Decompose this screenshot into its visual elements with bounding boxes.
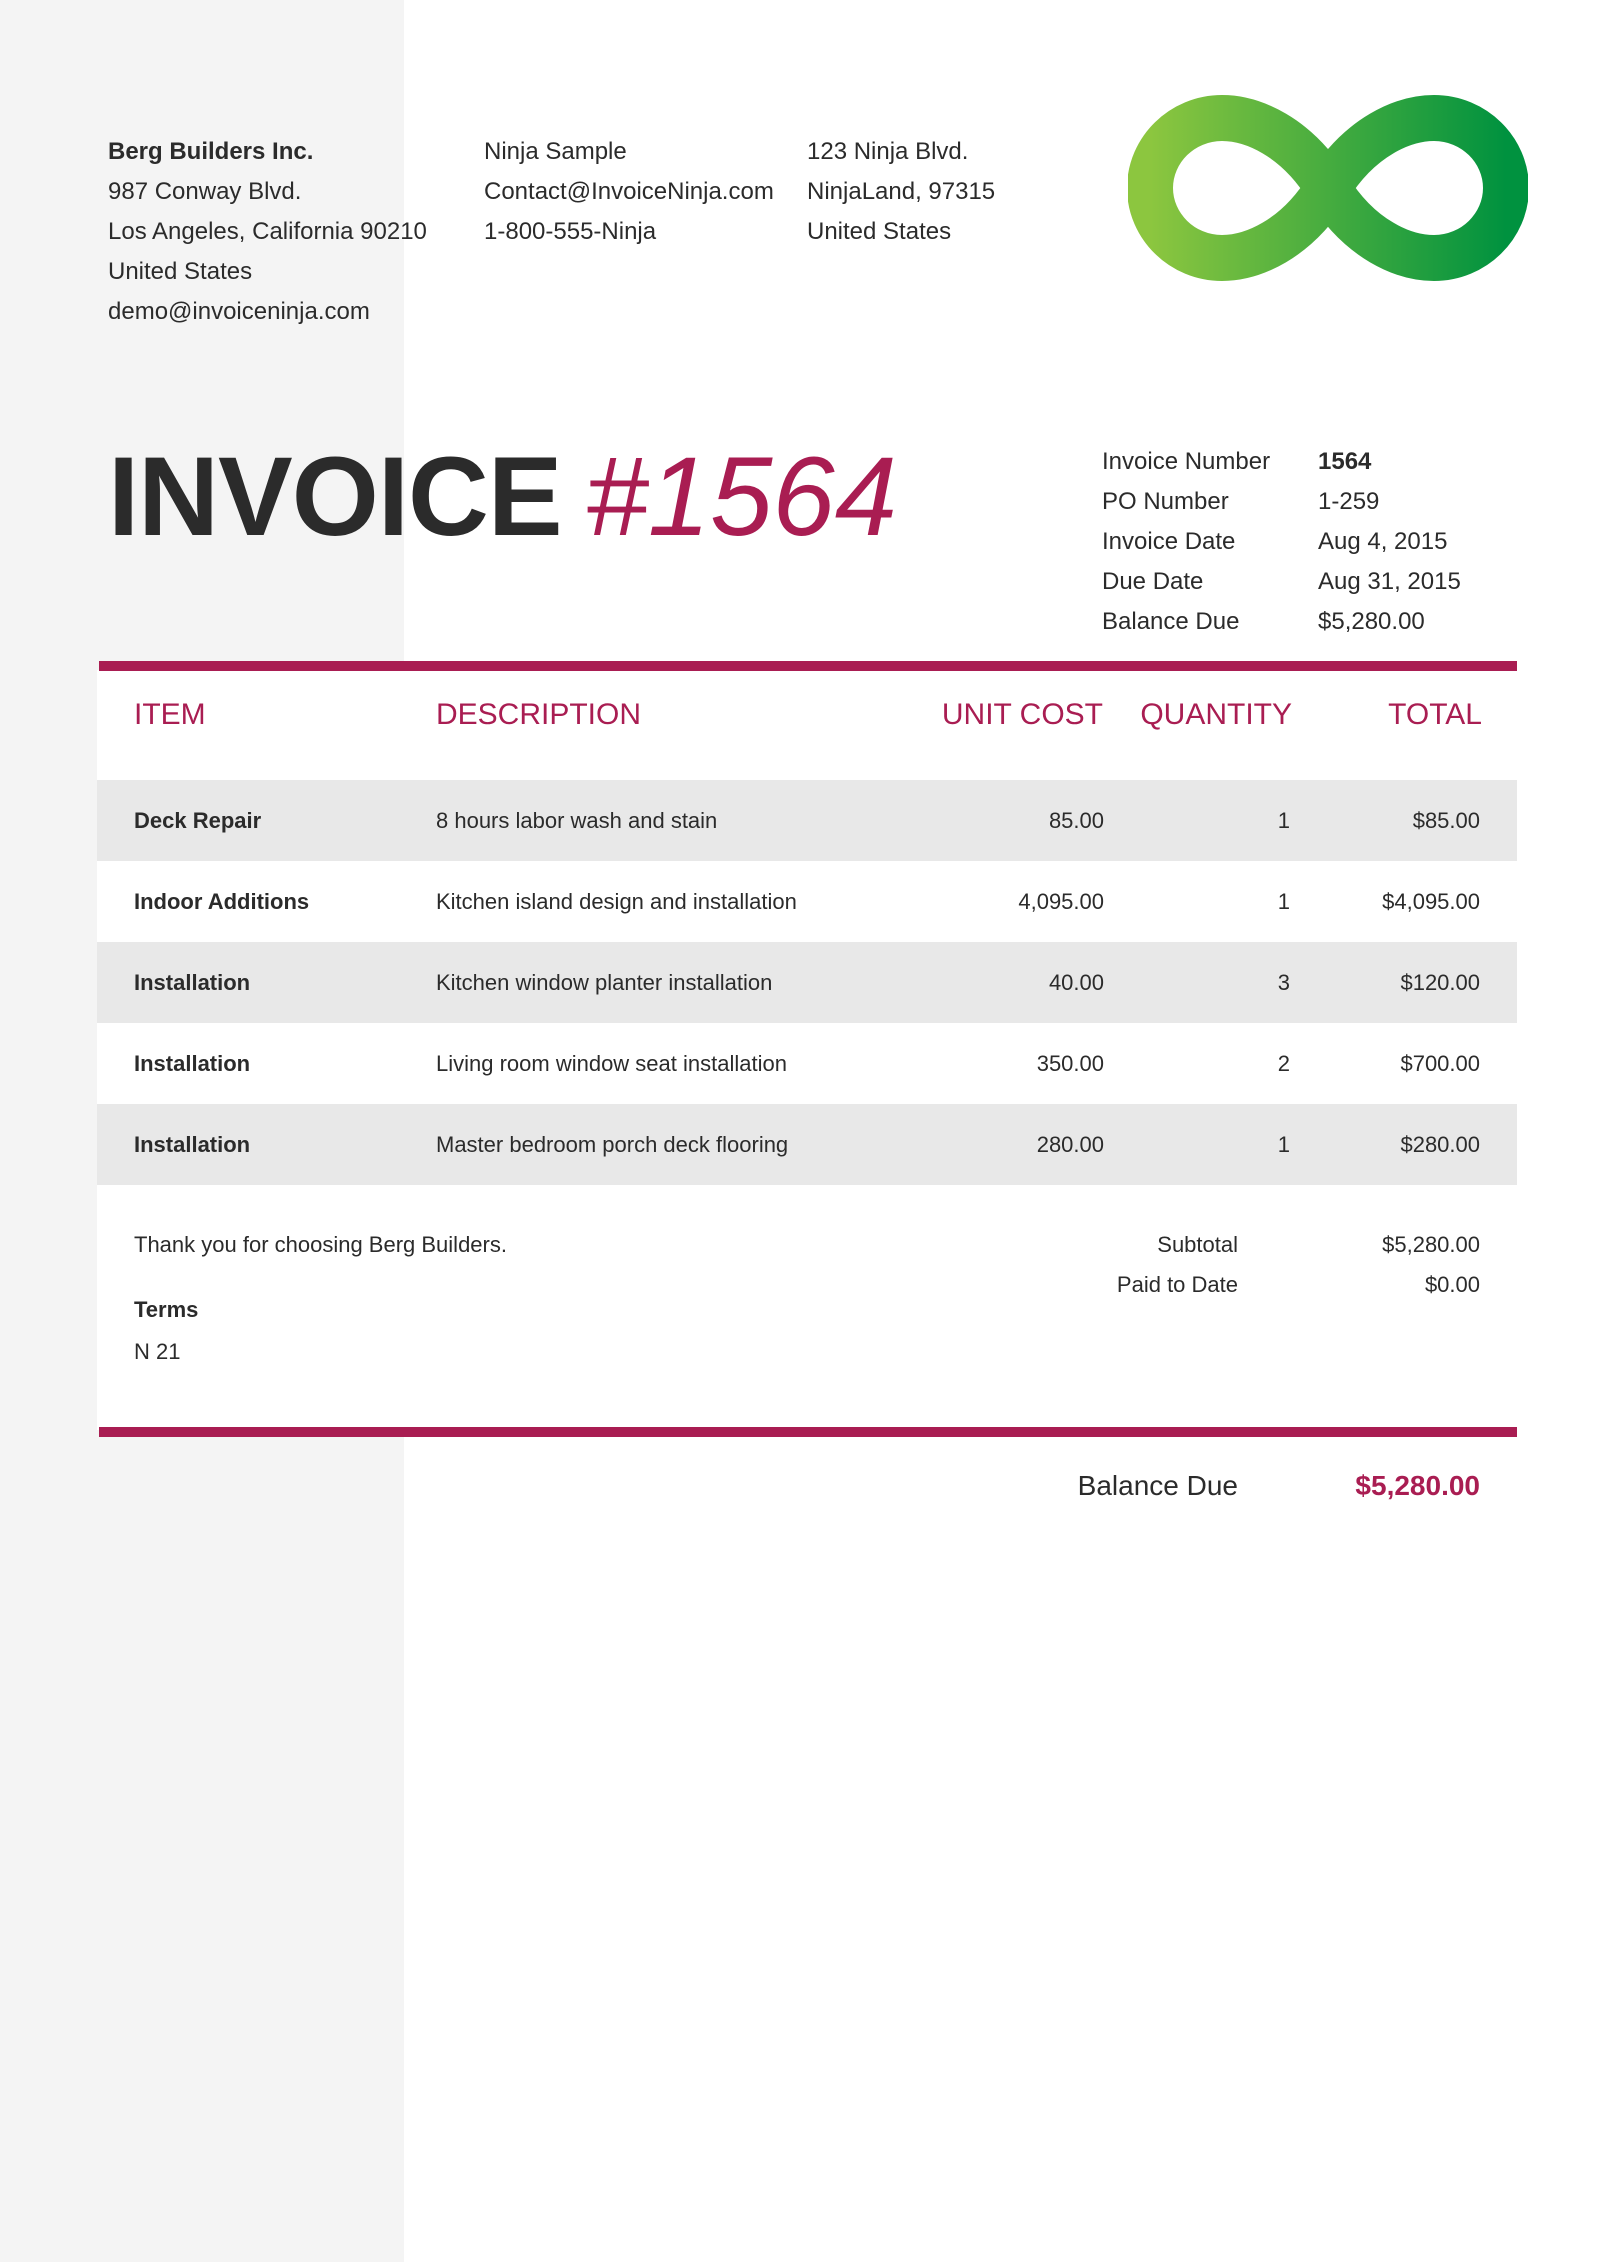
row-quantity: 1 xyxy=(1277,1132,1290,1157)
terms-label: Terms xyxy=(134,1297,199,1322)
client-address xyxy=(807,132,995,252)
row-item: Installation xyxy=(134,1051,251,1076)
company-info xyxy=(108,132,427,332)
table-row xyxy=(97,861,1517,942)
header-description: DESCRIPTION xyxy=(436,698,642,731)
meta-row-invoice-date xyxy=(1102,522,1502,562)
row-quantity: 2 xyxy=(1277,1051,1290,1076)
row-item: Deck Repair xyxy=(134,808,262,833)
meta-label: Invoice Date xyxy=(1102,528,1236,555)
row-total: $280.00 xyxy=(1400,1132,1480,1157)
meta-row-po-number xyxy=(1102,482,1502,522)
table-row xyxy=(97,1023,1517,1104)
client-address-country: United States xyxy=(807,218,952,245)
table-row xyxy=(97,942,1517,1023)
row-unit-cost: 350.00 xyxy=(1036,1051,1104,1076)
meta-value: Aug 31, 2015 xyxy=(1318,568,1461,595)
row-total: $85.00 xyxy=(1412,808,1480,833)
meta-row-balance-due xyxy=(1102,602,1502,642)
row-description: 8 hours labor wash and stain xyxy=(436,808,718,833)
meta-row-invoice-number xyxy=(1102,442,1502,482)
company-name: Berg Builders Inc. xyxy=(108,138,314,165)
meta-label: Balance Due xyxy=(1102,608,1240,635)
subtotal-label: Subtotal xyxy=(1157,1232,1238,1257)
header-unit-cost: UNIT COST xyxy=(941,698,1103,731)
company-address-line1: 987 Conway Blvd. xyxy=(108,178,302,205)
bottom-divider xyxy=(99,1427,1517,1437)
paid-to-date-label: Paid to Date xyxy=(1116,1272,1238,1297)
infinity-logo-icon xyxy=(1128,78,1528,298)
header-item: ITEM xyxy=(134,698,206,731)
meta-label: Due Date xyxy=(1102,568,1204,595)
row-quantity: 3 xyxy=(1277,970,1290,995)
invoice-title-number: #1564 xyxy=(585,434,897,559)
meta-label: PO Number xyxy=(1102,488,1229,515)
terms-value: N 21 xyxy=(134,1339,181,1364)
row-item: Indoor Additions xyxy=(134,889,310,914)
company-address-line2: Los Angeles, California 90210 xyxy=(108,218,427,245)
row-unit-cost: 40.00 xyxy=(1048,970,1104,995)
meta-value: Aug 4, 2015 xyxy=(1318,528,1448,555)
row-total: $4,095.00 xyxy=(1382,889,1480,914)
row-unit-cost: 85.00 xyxy=(1048,808,1104,833)
meta-value: 1564 xyxy=(1318,448,1372,475)
row-item: Installation xyxy=(134,970,251,995)
row-description: Kitchen island design and installation xyxy=(436,889,797,914)
client-email: Contact@InvoiceNinja.com xyxy=(484,178,774,205)
client-info xyxy=(484,132,774,252)
meta-value: 1-259 xyxy=(1318,488,1380,515)
header-quantity: QUANTITY xyxy=(1140,698,1292,731)
invoice-meta xyxy=(1102,442,1502,642)
row-unit-cost: 4,095.00 xyxy=(1018,889,1104,914)
top-divider xyxy=(99,661,1517,671)
row-unit-cost: 280.00 xyxy=(1036,1132,1104,1157)
subtotal-value: $5,280.00 xyxy=(1382,1232,1480,1257)
paid-to-date-value: $0.00 xyxy=(1424,1272,1480,1297)
row-total: $120.00 xyxy=(1400,970,1480,995)
client-address-line2: NinjaLand, 97315 xyxy=(807,178,996,205)
client-phone: 1-800-555-Ninja xyxy=(484,218,657,245)
row-description: Living room window seat installation xyxy=(436,1051,787,1076)
row-description: Master bedroom porch deck flooring xyxy=(436,1132,789,1157)
row-description: Kitchen window planter installation xyxy=(436,970,773,995)
table-row xyxy=(97,780,1517,861)
invoice-title-word: INVOICE xyxy=(108,434,562,559)
balance-due-value: $5,280.00 xyxy=(1355,1470,1480,1501)
header-total: TOTAL xyxy=(1388,698,1482,731)
row-quantity: 1 xyxy=(1277,808,1290,833)
client-address-line1: 123 Ninja Blvd. xyxy=(807,138,969,165)
row-item: Installation xyxy=(134,1132,251,1157)
meta-value: $5,280.00 xyxy=(1318,608,1425,635)
meta-label: Invoice Number xyxy=(1102,448,1271,475)
balance-due-label: Balance Due xyxy=(1077,1470,1238,1501)
meta-row-due-date xyxy=(1102,562,1502,602)
client-name: Ninja Sample xyxy=(484,138,627,165)
thank-you-note: Thank you for choosing Berg Builders. xyxy=(134,1232,507,1257)
company-country: United States xyxy=(108,258,253,285)
table-row xyxy=(97,1104,1517,1185)
row-quantity: 1 xyxy=(1277,889,1290,914)
invoice-title xyxy=(108,432,897,562)
company-email: demo@invoiceninja.com xyxy=(108,298,370,325)
row-total: $700.00 xyxy=(1400,1051,1480,1076)
